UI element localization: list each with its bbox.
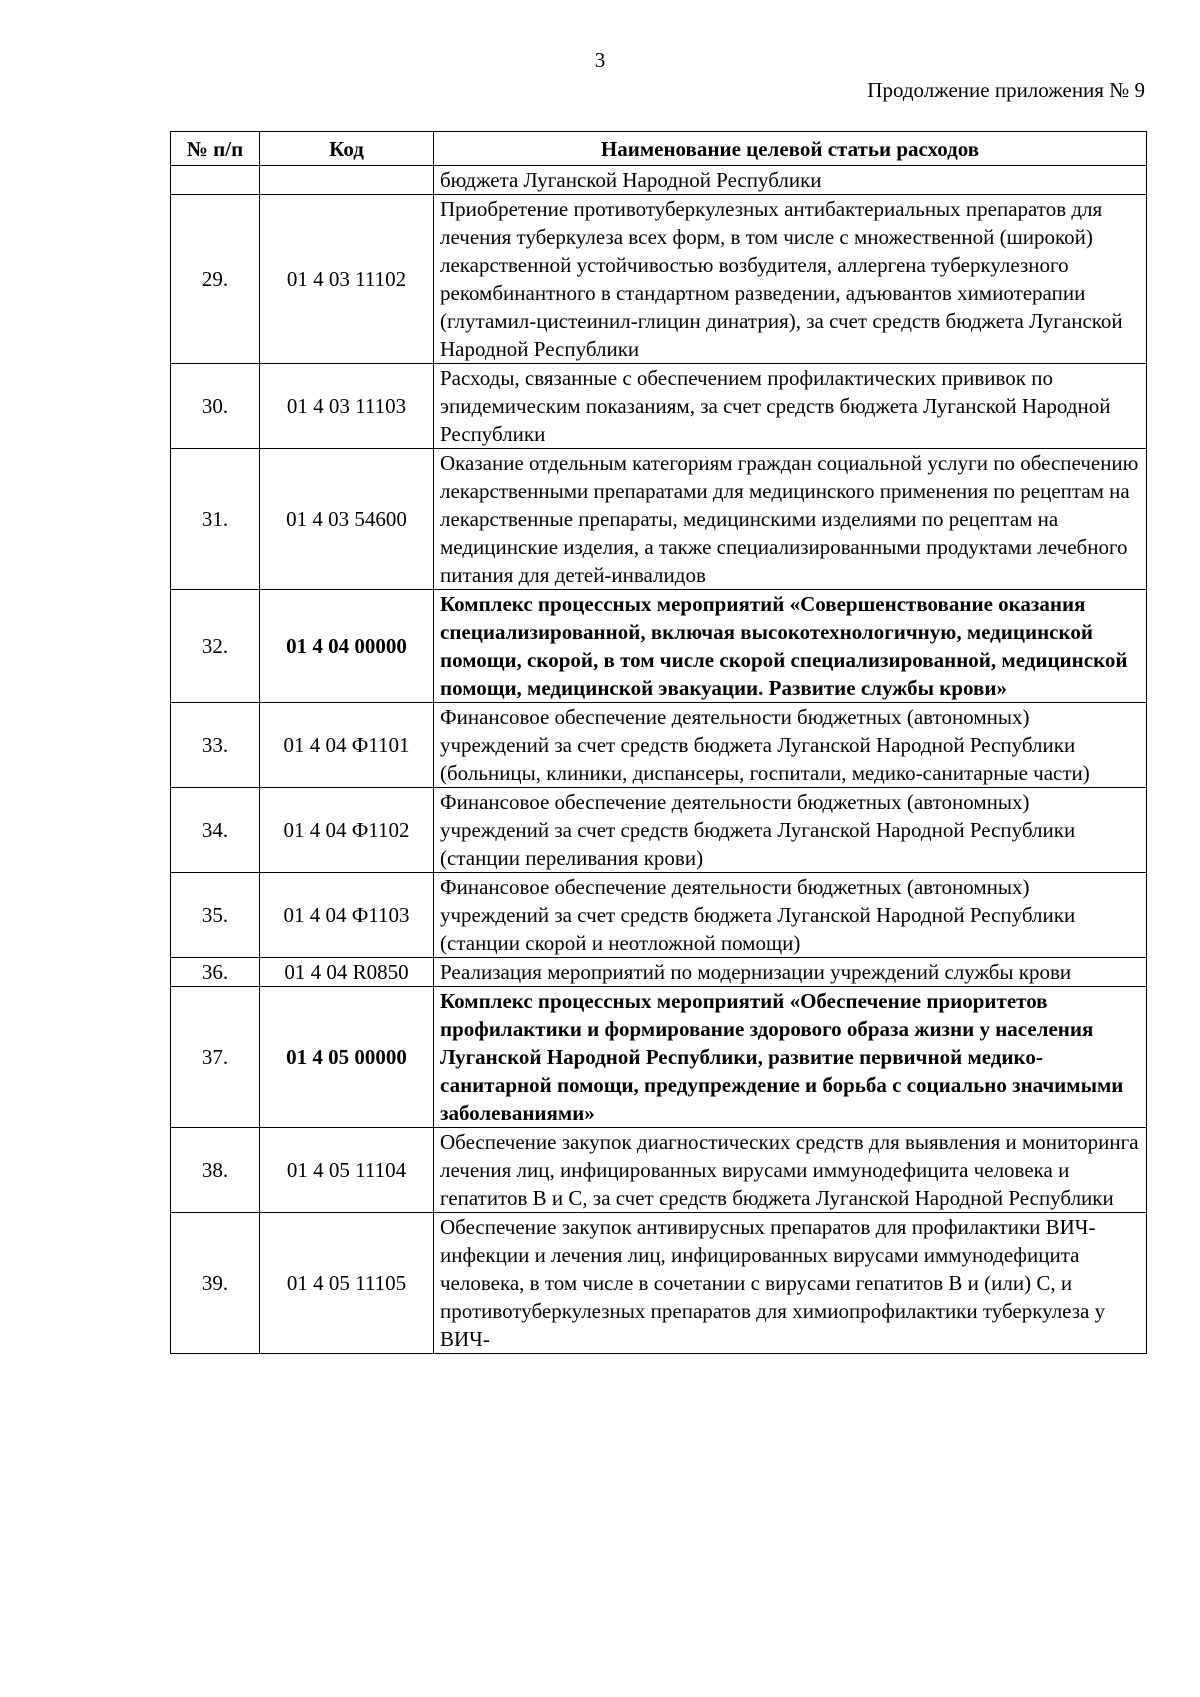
header-name: Наименование целевой статьи расходов — [434, 132, 1147, 166]
budget-table — [170, 131, 1147, 1354]
row-code: 01 4 05 11105 — [260, 1213, 434, 1354]
table-row — [171, 873, 1147, 958]
row-name: Приобретение противотуберкулезных антибактериальных препаратов для лечения туберкулеза всех форм, в том числе с множественной (широкой) лекарственной устойчивостью возбудителя, аллергена туберкулезного рекомбинантного в стандартном разведении, адъювантов химиотерапии (глутамил-цистеинил-глицин динатрия), за счет средств бюджета Луганской Народной Республики — [434, 195, 1147, 364]
row-code: 01 4 04 Ф1103 — [260, 873, 434, 958]
row-name: Оказание отдельным категориям граждан социальной услуги по обеспечению лекарственными препаратами для медицинского применения по рецептам на лекарственные препараты, медицинскими изделиями по рецептам на медицинские изделия, а также специализированными продуктами лечебного питания для детей-инвалидов — [434, 449, 1147, 590]
row-name: Обеспечение закупок антивирусных препаратов для профилактики ВИЧ-инфекции и лечения лиц, инфицированных вирусами иммунодефицита человека, в том числе в сочетании с вирусами гепатитов B и (или) C, и противотуберкулезных препаратов для химиопрофилактики туберкулеза у ВИЧ- — [434, 1213, 1147, 1354]
row-code: 01 4 03 11103 — [260, 364, 434, 449]
row-num: 38. — [171, 1128, 260, 1213]
row-code: 01 4 04 00000 — [260, 590, 434, 703]
row-num: 33. — [171, 703, 260, 788]
row-name: Финансовое обеспечение деятельности бюджетных (автономных) учреждений за счет средств бюджета Луганской Народной Республики (больницы, клиники, диспансеры, госпитали, медико-санитарные части) — [434, 703, 1147, 788]
table-header-row — [171, 132, 1147, 166]
table-row — [171, 590, 1147, 703]
row-name: Обеспечение закупок диагностических средств для выявления и мониторинга лечения лиц, инфицированных вирусами иммунодефицита человека и гепатитов B и C, за счет средств бюджета Луганской Народной Республики — [434, 1128, 1147, 1213]
row-code: 01 4 03 11102 — [260, 195, 434, 364]
row-code — [260, 166, 434, 195]
row-name: Финансовое обеспечение деятельности бюджетных (автономных) учреждений за счет средств бюджета Луганской Народной Республики (станции переливания крови) — [434, 788, 1147, 873]
row-name: Комплекс процессных мероприятий «Совершенствование оказания специализированной, включая высокотехнологичную, медицинской помощи, скорой, в том числе скорой специализированной, медицинской помощи, медицинской эвакуации. Развитие службы крови» — [434, 590, 1147, 703]
page-number: 3 — [594, 48, 606, 72]
table-row — [171, 195, 1147, 364]
row-num — [171, 166, 260, 195]
row-name: Финансовое обеспечение деятельности бюджетных (автономных) учреждений за счет средств бюджета Луганской Народной Республики (станции скорой и неотложной помощи) — [434, 873, 1147, 958]
row-num: 34. — [171, 788, 260, 873]
row-num: 36. — [171, 958, 260, 987]
continuation-label: Продолжение приложения № 9 — [867, 78, 1145, 102]
row-num: 35. — [171, 873, 260, 958]
row-num: 32. — [171, 590, 260, 703]
row-code: 01 4 04 Ф1101 — [260, 703, 434, 788]
row-num: 30. — [171, 364, 260, 449]
row-name: бюджета Луганской Народной Республики — [434, 166, 1147, 195]
table-row — [171, 703, 1147, 788]
table-row — [171, 1128, 1147, 1213]
table-row — [171, 788, 1147, 873]
row-code: 01 4 03 54600 — [260, 449, 434, 590]
row-num: 37. — [171, 987, 260, 1128]
table-row — [171, 166, 1147, 195]
table-row — [171, 987, 1147, 1128]
table-row — [171, 958, 1147, 987]
header-code: Код — [260, 132, 434, 166]
row-code: 01 4 05 11104 — [260, 1128, 434, 1213]
row-name: Расходы, связанные с обеспечением профилактических прививок по эпидемическим показаниям, за счет средств бюджета Луганской Народной Республики — [434, 364, 1147, 449]
row-code: 01 4 05 00000 — [260, 987, 434, 1128]
row-num: 29. — [171, 195, 260, 364]
table-row — [171, 364, 1147, 449]
header-num: № п/п — [171, 132, 260, 166]
row-num: 31. — [171, 449, 260, 590]
table-row — [171, 449, 1147, 590]
row-code: 01 4 04 Ф1102 — [260, 788, 434, 873]
row-name: Реализация мероприятий по модернизации учреждений службы крови — [434, 958, 1147, 987]
row-num: 39. — [171, 1213, 260, 1354]
row-code: 01 4 04 R0850 — [260, 958, 434, 987]
table-row — [171, 1213, 1147, 1354]
row-name: Комплекс процессных мероприятий «Обеспечение приоритетов профилактики и формирование здорового образа жизни у населения Луганской Народной Республики, развитие первичной медико-санитарной помощи, предупреждение и борьба с социально значимыми заболеваниями» — [434, 987, 1147, 1128]
